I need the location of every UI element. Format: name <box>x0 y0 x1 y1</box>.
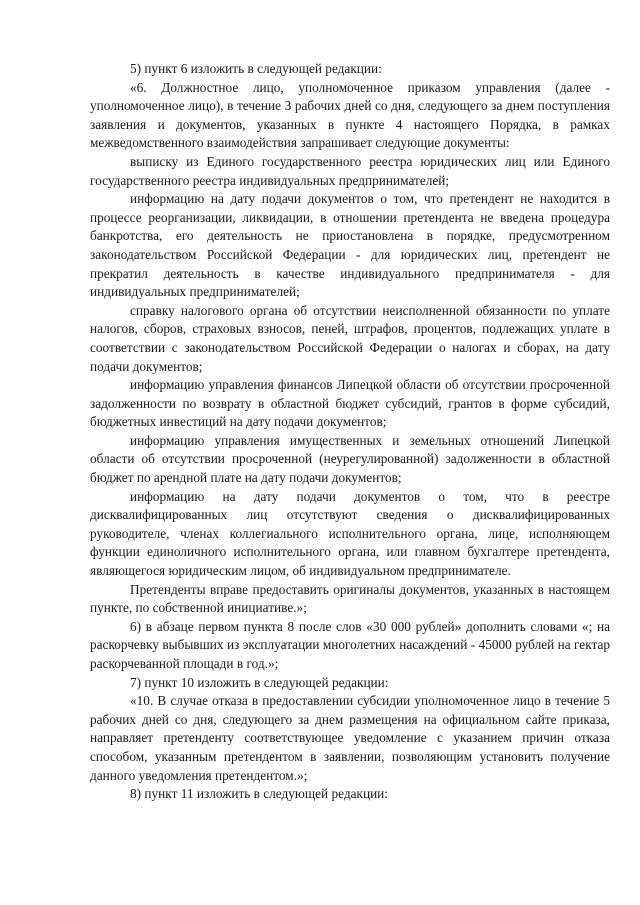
paragraph-originals-right: Претенденты вправе предоставить оригиналы документов, указанных в настоящем пункте, по собственной инициативе.»; <box>90 581 610 616</box>
paragraph-item-8-heading: 8) пункт 11 изложить в следующей редакции: <box>130 786 388 802</box>
paragraph-item-6-amendment: 6) в абзаце первом пункта 8 после слов «30 000 рублей» дополнить словами «; на раскорчевку выбывших из эксплуатации многолетних насаждений - 45000 рублей на гектар раскорчеванной площади в год.»; <box>90 618 610 671</box>
paragraph-item-7-heading: 7) пункт 10 изложить в следующей редакции: <box>130 674 389 690</box>
paragraph-disqualified-info: информацию на дату подачи документов о том, что в реестре дисквалифицированных лиц отсутствуют сведения о дисквалифицированных руководителе, членах коллегиального исполнительного органа, лице, исполняющем функции единоличного исполнительного органа, или главном бухгалтере претендента, являющегося юридическим лицом, об индивидуальном предпринимателе. <box>90 488 610 579</box>
paragraph-point-10-text: «10. В случае отказа в предоставлении субсидии уполномоченное лицо в течение 5 рабочих дней со дня, следующего за днем размещения на официальном сайте приказа, направляет претенденту соответствующее уведомление с указанием причин отказа способом, указанным претендентом в заявлении, позволяющим установить получение данного уведомления претендентом.»; <box>90 693 610 783</box>
document-page <box>90 60 610 804</box>
paragraph-point-6-intro: «6. Должностное лицо, уполномоченное приказом управления (далее - уполномоченное лицо), в течение 3 рабочих дней со дня, следующего за днем поступления заявления и документов, указанных в пункте 4 настоящего Порядка, в рамках межведомственного взаимодействия запрашивает следующие документы: <box>90 79 610 151</box>
paragraph-property-info: информацию управления имущественных и земельных отношений Липецкой области об отсутствии просроченной (неурегулированной) задолженности в областной бюджет по арендной плате на дату подачи документов; <box>90 432 610 486</box>
paragraph-tax-certificate: справку налогового органа об отсутствии неисполненной обязанности по уплате налогов, сборов, страховых взносов, пеней, штрафов, процентов, подлежащих уплате в соответствии с законодательством Российской Федерации о налогах и сборах, на дату подачи документов; <box>90 302 610 374</box>
paragraph-registry-extract: выписку из Единого государственного реестра юридических лиц или Единого государственного реестра индивидуальных предпринимателей; <box>90 153 610 188</box>
paragraph-reorganization-info: информацию на дату подачи документов о том, что претендент не находится в процессе реорганизации, ликвидации, в отношении претендента не введена процедура банкротства, его деятельность не приостановлена в порядке, предусмотренном законодательством Российской Федерации - для юридических лиц, претендент не прекратил деятельность в качестве индивидуального предпринимателя - для индивидуальных предпринимателей; <box>90 191 610 300</box>
paragraph-finance-info: информацию управления финансов Липецкой области об отсутствии просроченной задолженности по возврату в областной бюджет субсидий, грантов в форме субсидий, бюджетных инвестиций на дату подачи документов; <box>90 377 610 430</box>
paragraph-item-5-heading: 5) пункт 6 изложить в следующей редакции: <box>130 61 382 76</box>
